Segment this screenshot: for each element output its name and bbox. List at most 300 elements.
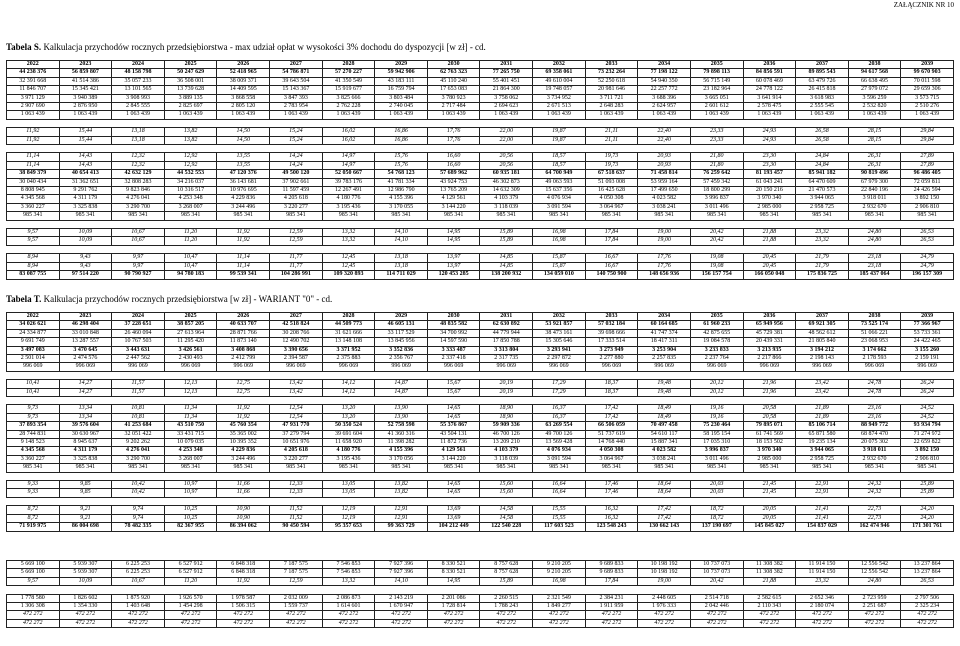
table-cell <box>533 497 586 505</box>
table-cell: 22,40 <box>638 136 691 144</box>
table-cell: 13,82 <box>375 489 428 497</box>
table-cell: 42 518 824 <box>270 321 323 329</box>
table-cell: 19,73 <box>585 161 638 169</box>
table-cell <box>270 472 323 480</box>
table-cell: 99 670 903 <box>901 69 954 77</box>
table-cell: 9 148 523 <box>7 439 60 447</box>
table-cell: 1 306 308 <box>7 603 60 611</box>
table-cell: 15 637 356 <box>533 187 586 195</box>
table-cell: 23 068 953 <box>848 338 901 346</box>
table-cell: 40 654 413 <box>59 170 112 178</box>
table-cell: 48 158 798 <box>112 69 165 77</box>
table-cell: 4 023 582 <box>638 195 691 203</box>
table-cell: 3 940 389 <box>59 94 112 102</box>
table-cell <box>638 397 691 405</box>
table-cell: 13,05 <box>322 481 375 489</box>
table-cell: 10,90 <box>217 514 270 522</box>
table-cell: 24,93 <box>743 136 796 144</box>
table-cell: 10 737 073 <box>690 569 743 577</box>
table-cell: 21,88 <box>743 229 796 237</box>
table-cell: 985 341 <box>217 212 270 220</box>
table-cell: 985 341 <box>690 212 743 220</box>
table-cell: 22,91 <box>796 489 849 497</box>
table-cell: 19,87 <box>533 136 586 144</box>
table-cell: 14 409 595 <box>217 86 270 94</box>
table-cell: 12 556 542 <box>848 569 901 577</box>
table-cell: 15,76 <box>375 161 428 169</box>
table-cell: 3 170 055 <box>375 203 428 211</box>
table-cell <box>322 497 375 505</box>
table-cell: 23,42 <box>796 380 849 388</box>
table-cell: 11,92 <box>217 577 270 585</box>
table-cell: 2 159 191 <box>901 355 954 363</box>
table-cell: 21,11 <box>585 136 638 144</box>
table-cell: 2 412 799 <box>217 355 270 363</box>
table-cell: 93 934 794 <box>901 422 954 430</box>
table-cell: 3 892 150 <box>901 195 954 203</box>
table-cell: 50 350 524 <box>322 422 375 430</box>
table-cell: 472 272 <box>585 611 638 619</box>
table-row <box>7 363 954 371</box>
table-row <box>7 506 954 514</box>
table-cell: 13,32 <box>322 237 375 245</box>
table-cell: 14,24 <box>270 153 323 161</box>
table-row <box>7 355 954 363</box>
table-cell: 12,54 <box>270 405 323 413</box>
table-cell: 11,14 <box>217 254 270 262</box>
table-cell: 14,43 <box>59 161 112 169</box>
table-cell: 13 237 864 <box>901 569 954 577</box>
table-cell: 14,43 <box>59 153 112 161</box>
table-cell: 90 790 927 <box>112 271 165 279</box>
table-cell: 9,85 <box>59 481 112 489</box>
table-cell <box>112 497 165 505</box>
table-cell: 20,56 <box>480 161 533 169</box>
table-cell: 1 559 737 <box>270 603 323 611</box>
table-t-caption <box>6 294 332 304</box>
table-cell: 17 499 650 <box>638 187 691 195</box>
table-cell: 6 527 912 <box>164 569 217 577</box>
table-cell: 104 286 991 <box>270 271 323 279</box>
table-cell: 4 253 348 <box>164 195 217 203</box>
table-cell: 985 341 <box>585 464 638 472</box>
table-cell: 17,46 <box>585 481 638 489</box>
table-cell: 56 859 807 <box>59 69 112 77</box>
table-cell <box>585 145 638 153</box>
table-cell: 2 384 231 <box>585 594 638 602</box>
table-row <box>7 371 954 379</box>
table-cell: 4 050 308 <box>585 195 638 203</box>
table-cell: 996 069 <box>112 363 165 371</box>
table-row <box>7 413 954 421</box>
table-cell: 3 091 594 <box>533 455 586 463</box>
table-s-caption-label: Tabela S. <box>6 42 42 52</box>
table-cell: 11,77 <box>270 262 323 270</box>
table-cell: 145 845 027 <box>743 523 796 531</box>
table-cell: 24,80 <box>848 229 901 237</box>
table-cell: 22,91 <box>796 481 849 489</box>
table-cell: 14,95 <box>427 577 480 585</box>
table-row <box>7 380 954 388</box>
table-cell: 1 063 439 <box>322 111 375 119</box>
table-cell: 175 836 725 <box>796 271 849 279</box>
table-cell: 23,16 <box>848 405 901 413</box>
table-cell: 9,74 <box>112 514 165 522</box>
table-cell: 24,52 <box>901 413 954 421</box>
table-cell: 996 069 <box>7 363 60 371</box>
table-cell: 472 272 <box>848 611 901 619</box>
table-cell: 11 398 282 <box>375 439 428 447</box>
table-cell: 29 659 306 <box>901 86 954 94</box>
table-cell: 21,41 <box>796 506 849 514</box>
table-cell: 2 648 283 <box>585 103 638 111</box>
table-cell: 3 325 838 <box>59 455 112 463</box>
table-cell <box>901 119 954 127</box>
table-cell: 2 985 000 <box>743 455 796 463</box>
table-cell: 2 337 418 <box>427 355 480 363</box>
table-cell <box>59 586 112 594</box>
table-cell: 985 341 <box>59 212 112 220</box>
table-cell: 985 341 <box>427 464 480 472</box>
table-cell: 72 059 811 <box>901 178 954 186</box>
table-cell: 3 371 952 <box>322 346 375 354</box>
table-cell: 53 921 857 <box>533 321 586 329</box>
table-row <box>7 203 954 211</box>
table-cell: 2 297 872 <box>533 355 586 363</box>
table-cell: 3 290 700 <box>112 455 165 463</box>
table-cell: 57 032 184 <box>585 321 638 329</box>
table-cell: 16,60 <box>427 161 480 169</box>
table-cell: 16,98 <box>533 237 586 245</box>
table-cell: 1 875 920 <box>112 594 165 602</box>
table-cell: 20,93 <box>638 161 691 169</box>
table-cell: 3 497 083 <box>7 346 60 354</box>
table-cell <box>427 220 480 228</box>
table-cell: 50 247 629 <box>164 69 217 77</box>
table-cell: 24,52 <box>901 405 954 413</box>
table-cell: 11 658 920 <box>322 439 375 447</box>
table-cell: 94 617 568 <box>848 69 901 77</box>
table-cell: 16,98 <box>533 229 586 237</box>
table-cell <box>533 220 586 228</box>
table-cell: 3 573 715 <box>901 94 954 102</box>
table-cell: 52 758 598 <box>375 422 428 430</box>
table-cell: 45 760 354 <box>217 422 270 430</box>
table-t-caption-label: Tabela T. <box>6 294 42 304</box>
table-cell: 27 613 964 <box>164 329 217 337</box>
table-cell: 472 272 <box>270 619 323 627</box>
table-cell: 37 893 354 <box>7 422 60 430</box>
table-row <box>7 153 954 161</box>
table-cell: 140 750 900 <box>585 271 638 279</box>
table-cell: 14,27 <box>59 380 112 388</box>
table-row <box>7 523 954 531</box>
table-cell: 148 656 936 <box>638 271 691 279</box>
table-cell: 25,89 <box>901 489 954 497</box>
table-cell <box>480 397 533 405</box>
table-cell: 17 035 310 <box>690 439 743 447</box>
table-cell: 2 237 764 <box>690 355 743 363</box>
table-cell: 2 906 810 <box>901 455 954 463</box>
table-cell: 15,67 <box>427 380 480 388</box>
table-cell: 21,96 <box>743 380 796 388</box>
table-cell: 5 669 100 <box>7 561 60 569</box>
table-cell <box>270 397 323 405</box>
table-cell: 44 238 376 <box>7 69 60 77</box>
table-cell: 985 341 <box>375 464 428 472</box>
table-cell: 6 225 253 <box>112 561 165 569</box>
table-cell: 4 311 179 <box>59 447 112 455</box>
table-cell: 64 700 949 <box>533 170 586 178</box>
table-cell: 17,29 <box>533 388 586 396</box>
table-cell: 154 837 029 <box>796 523 849 531</box>
year-header-cell: 2035 <box>690 313 743 321</box>
table-cell <box>217 145 270 153</box>
table-cell: 12,13 <box>164 388 217 396</box>
table-cell: 6 225 253 <box>112 569 165 577</box>
table-cell: 43 510 750 <box>164 422 217 430</box>
table-cell: 2 251 687 <box>848 603 901 611</box>
table-cell <box>112 472 165 480</box>
table-cell: 10,47 <box>164 254 217 262</box>
table-cell <box>112 586 165 594</box>
table-cell: 27,89 <box>901 161 954 169</box>
table-cell: 47 120 376 <box>217 170 270 178</box>
table-cell <box>59 497 112 505</box>
table-cell <box>638 245 691 253</box>
table-cell: 13 209 210 <box>480 439 533 447</box>
table-cell: 28,15 <box>848 128 901 136</box>
table-cell: 985 341 <box>217 464 270 472</box>
table-cell: 47 931 770 <box>270 422 323 430</box>
table-cell: 16,02 <box>322 136 375 144</box>
table-cell: 13,69 <box>427 514 480 522</box>
table-cell: 38 473 161 <box>533 329 586 337</box>
table-cell: 20 150 216 <box>743 187 796 195</box>
table-row <box>7 262 954 270</box>
table-cell: 55 401 451 <box>480 77 533 85</box>
table-cell <box>217 497 270 505</box>
table-cell <box>322 397 375 405</box>
table-cell: 30 208 766 <box>270 329 323 337</box>
table-cell: 3 618 983 <box>796 94 849 102</box>
table-cell: 2 845 555 <box>112 103 165 111</box>
table-row <box>7 212 954 220</box>
table-cell: 14,50 <box>217 128 270 136</box>
table-cell: 22 840 196 <box>848 187 901 195</box>
table-row <box>7 586 954 594</box>
table-cell <box>427 145 480 153</box>
table-cell <box>7 119 60 127</box>
table-cell: 60 078 469 <box>743 77 796 85</box>
table-cell: 996 069 <box>796 363 849 371</box>
table-cell <box>533 119 586 127</box>
table-cell: 13 101 565 <box>112 86 165 94</box>
table-cell: 61 960 233 <box>690 321 743 329</box>
table-cell <box>585 220 638 228</box>
year-header-cell: 2036 <box>743 61 796 69</box>
table-cell <box>743 371 796 379</box>
table-cell: 9,73 <box>7 413 60 421</box>
table-cell: 2 582 615 <box>743 594 796 602</box>
table-cell: 996 069 <box>638 363 691 371</box>
table-cell <box>112 397 165 405</box>
table-cell: 26,31 <box>848 153 901 161</box>
year-header-cell: 2037 <box>796 313 849 321</box>
table-cell: 4 276 041 <box>112 447 165 455</box>
table-cell: 11,52 <box>270 506 323 514</box>
table-cell: 985 341 <box>848 212 901 220</box>
table-cell <box>480 586 533 594</box>
table-cell: 94 780 183 <box>164 271 217 279</box>
table-cell: 1 063 439 <box>533 111 586 119</box>
table-cell: 996 069 <box>322 363 375 371</box>
table-cell: 3 038 241 <box>638 455 691 463</box>
year-header-cell: 2030 <box>427 313 480 321</box>
table-cell <box>375 119 428 127</box>
table-cell <box>901 371 954 379</box>
table-row <box>7 439 954 447</box>
table-cell: 1 063 439 <box>901 111 954 119</box>
table-cell: 14,97 <box>322 153 375 161</box>
table-cell: 99 539 341 <box>217 271 270 279</box>
table-cell: 14,10 <box>375 237 428 245</box>
table-cell: 4 129 561 <box>427 447 480 455</box>
table-cell: 18,37 <box>585 388 638 396</box>
table-cell <box>427 119 480 127</box>
table-cell: 96 486 405 <box>901 170 954 178</box>
table-cell: 985 341 <box>59 464 112 472</box>
table-cell <box>638 145 691 153</box>
year-header-cell: 2031 <box>480 61 533 69</box>
table-cell: 10 316 517 <box>164 187 217 195</box>
table-cell: 18 153 502 <box>743 439 796 447</box>
table-cell: 29,84 <box>901 128 954 136</box>
table-cell: 985 341 <box>427 212 480 220</box>
table-cell: 17,29 <box>533 380 586 388</box>
table-cell: 12,91 <box>375 506 428 514</box>
table-cell: 4 205 618 <box>270 447 323 455</box>
table-cell: 10,67 <box>112 577 165 585</box>
table-cell: 3 195 436 <box>322 203 375 211</box>
table-cell: 26,53 <box>901 237 954 245</box>
table-cell: 88 949 772 <box>848 422 901 430</box>
table-cell: 1 788 243 <box>480 603 533 611</box>
table-cell: 472 272 <box>796 611 849 619</box>
table-cell: 12 556 542 <box>848 561 901 569</box>
table-cell: 55 376 867 <box>427 422 480 430</box>
table-cell: 3 293 941 <box>533 346 586 354</box>
table-cell: 3 688 396 <box>638 94 691 102</box>
table-cell: 21,79 <box>796 262 849 270</box>
table-cell: 2 217 866 <box>743 355 796 363</box>
table-cell: 33 010 848 <box>59 329 112 337</box>
table-cell: 16,98 <box>533 577 586 585</box>
table-cell: 22,73 <box>848 514 901 522</box>
table-cell: 166 050 048 <box>743 271 796 279</box>
table-cell: 39 576 604 <box>59 422 112 430</box>
table-cell: 1 063 439 <box>480 111 533 119</box>
table-cell: 7 546 853 <box>322 561 375 569</box>
table-cell: 1 063 439 <box>848 111 901 119</box>
table-cell: 14,87 <box>375 388 428 396</box>
table-cell: 985 341 <box>901 464 954 472</box>
table-cell <box>164 497 217 505</box>
table-cell: 4 229 836 <box>217 195 270 203</box>
table-cell: 985 341 <box>901 212 954 220</box>
table-cell: 14,95 <box>427 237 480 245</box>
table-cell: 18,37 <box>585 380 638 388</box>
table-cell <box>480 497 533 505</box>
table-cell: 122 540 228 <box>480 523 533 531</box>
table-cell: 472 272 <box>7 619 60 627</box>
table-cell <box>533 586 586 594</box>
table-cell <box>848 119 901 127</box>
table-cell <box>743 119 796 127</box>
table-cell: 11,92 <box>217 405 270 413</box>
table-cell: 11,57 <box>112 380 165 388</box>
table-cell: 14 597 590 <box>427 338 480 346</box>
table-cell: 11 914 150 <box>796 561 849 569</box>
table-cell: 19,00 <box>638 237 691 245</box>
table-cell: 2 198 143 <box>796 355 849 363</box>
table-cell: 996 069 <box>533 363 586 371</box>
table-cell: 3 333 487 <box>427 346 480 354</box>
table-cell: 3 918 011 <box>848 447 901 455</box>
table-cell: 9,73 <box>7 405 60 413</box>
table-cell: 23,30 <box>743 161 796 169</box>
table-cell: 6 527 912 <box>164 561 217 569</box>
table-cell <box>638 371 691 379</box>
table-cell: 985 341 <box>270 464 323 472</box>
table-cell: 67 979 300 <box>848 178 901 186</box>
table-cell <box>427 497 480 505</box>
table-cell: 3 360 227 <box>7 203 60 211</box>
table-cell: 14 768 440 <box>585 439 638 447</box>
table-row <box>7 619 954 627</box>
table-cell: 16,67 <box>585 254 638 262</box>
table-cell: 13,42 <box>270 380 323 388</box>
table-cell: 8 330 521 <box>427 569 480 577</box>
table-cell: 472 272 <box>59 611 112 619</box>
table-cell: 10 651 976 <box>270 439 323 447</box>
table-cell: 3 944 065 <box>796 195 849 203</box>
year-header-cell: 2029 <box>375 313 428 321</box>
table-cell: 996 069 <box>690 363 743 371</box>
table-cell: 996 069 <box>59 363 112 371</box>
table-cell: 77 198 122 <box>638 69 691 77</box>
table-cell: 13,20 <box>322 413 375 421</box>
table-cell <box>164 397 217 405</box>
table-cell: 20,03 <box>690 489 743 497</box>
table-cell: 2 723 959 <box>848 594 901 602</box>
table-cell: 10,09 <box>59 237 112 245</box>
table-cell: 12 267 491 <box>322 187 375 195</box>
table-cell: 71 919 975 <box>7 523 60 531</box>
table-cell: 54 786 871 <box>270 69 323 77</box>
table-cell: 10 767 503 <box>112 338 165 346</box>
table-cell: 11,20 <box>164 237 217 245</box>
table-cell: 18,57 <box>533 153 586 161</box>
table-cell: 996 069 <box>743 363 796 371</box>
table-cell: 12,19 <box>322 514 375 522</box>
table-cell: 36 143 681 <box>217 178 270 186</box>
table-cell: 16,64 <box>533 489 586 497</box>
table-cell: 18,90 <box>480 405 533 413</box>
table-cell: 2 876 950 <box>59 103 112 111</box>
table-cell: 2 932 670 <box>848 203 901 211</box>
table-cell: 15,89 <box>480 229 533 237</box>
